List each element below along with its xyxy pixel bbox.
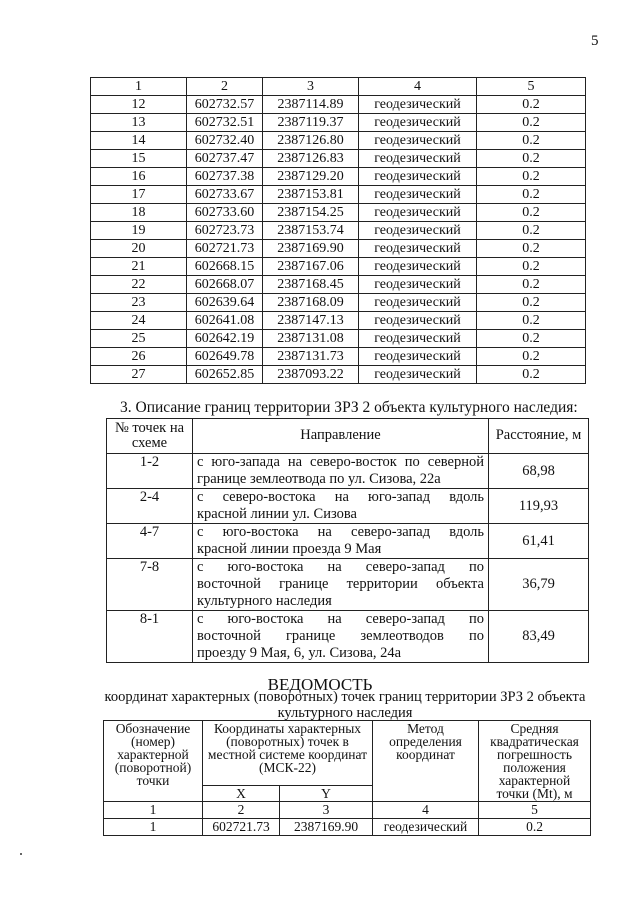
method: геодезический — [359, 276, 477, 294]
table-row — [91, 96, 586, 114]
segment-points: 1-2 — [107, 454, 193, 489]
table-row — [91, 222, 586, 240]
coord-y: 2387093.22 — [263, 366, 359, 384]
method: геодезический — [359, 294, 477, 312]
table-row — [91, 276, 586, 294]
segment-distance: 68,98 — [489, 454, 589, 489]
header-method: Метод определения координат — [373, 721, 479, 802]
table-row — [91, 366, 586, 384]
table-row — [91, 204, 586, 222]
point-number: 12 — [91, 96, 187, 114]
table-row — [107, 611, 589, 663]
table-row — [107, 559, 589, 611]
coord-y: 2387114.89 — [263, 96, 359, 114]
direction-line: восточной границе землеотводов по — [197, 628, 484, 644]
column-number: 3 — [263, 78, 359, 96]
header-y: Y — [280, 786, 373, 802]
method: геодезический — [359, 186, 477, 204]
boundary-description-table — [106, 418, 589, 663]
table-row — [91, 312, 586, 330]
accuracy: 0.2 — [477, 204, 586, 222]
column-number: 5 — [477, 78, 586, 96]
accuracy: 0.2 — [479, 819, 591, 836]
direction-line: с северо-востока на юго-запад вдоль — [197, 489, 484, 505]
direction-line: с юго-востока на северо-запад вдоль — [197, 524, 484, 540]
header-points: № точек на схеме — [107, 419, 193, 454]
accuracy: 0.2 — [477, 114, 586, 132]
coord-x: 602639.64 — [187, 294, 263, 312]
section-title: 3. Описание границ территории ЗРЗ 2 объекта культурного наследия: — [120, 399, 578, 416]
coord-y: 2387126.80 — [263, 132, 359, 150]
column-number: 1 — [104, 802, 203, 819]
direction-line: с юго-востока на северо-запад по — [197, 559, 484, 575]
accuracy: 0.2 — [477, 96, 586, 114]
method: геодезический — [359, 348, 477, 366]
header-coordinates: Координаты характерных (поворотных) точек в местной системе координат (МСК-22) — [203, 721, 373, 786]
coord-y: 2387169.90 — [263, 240, 359, 258]
point-number: 27 — [91, 366, 187, 384]
coord-y: 2387168.09 — [263, 294, 359, 312]
accuracy: 0.2 — [477, 240, 586, 258]
point-number: 13 — [91, 114, 187, 132]
segment-points: 7-8 — [107, 559, 193, 611]
segment-direction — [193, 454, 489, 489]
method: геодезический — [359, 330, 477, 348]
accuracy: 0.2 — [477, 348, 586, 366]
coord-y: 2387129.20 — [263, 168, 359, 186]
column-number: 4 — [359, 78, 477, 96]
vedomost-subtitle: координат характерных (поворотных) точек границ территории ЗРЗ 2 объекта культурного наследия — [104, 689, 586, 721]
table-row — [91, 168, 586, 186]
table-row — [91, 258, 586, 276]
header-direction: Направление — [193, 419, 489, 454]
table-row — [104, 819, 591, 836]
table-header-row — [107, 419, 589, 454]
table-header-row — [104, 721, 591, 786]
segment-direction — [193, 524, 489, 559]
direction-line: проезду 9 Мая, 6, ул. Сизова, 24а — [197, 645, 402, 661]
direction-line: культурного наследия — [197, 593, 332, 609]
column-number: 4 — [373, 802, 479, 819]
coord-y: 2387167.06 — [263, 258, 359, 276]
point-number: 15 — [91, 150, 187, 168]
table-row — [91, 132, 586, 150]
accuracy: 0.2 — [477, 276, 586, 294]
header-designation: Обозначение (номер) характерной (поворотной) точки — [104, 721, 203, 802]
direction-line: восточной границе территории объекта — [197, 576, 484, 592]
boundary-description-body — [107, 419, 589, 663]
segment-direction — [193, 489, 489, 524]
method: геодезический — [359, 114, 477, 132]
method: геодезический — [359, 204, 477, 222]
method: геодезический — [359, 132, 477, 150]
coord-x: 602668.15 — [187, 258, 263, 276]
coord-x: 602721.73 — [203, 819, 280, 836]
accuracy: 0.2 — [477, 168, 586, 186]
segment-distance: 36,79 — [489, 559, 589, 611]
coord-x: 602668.07 — [187, 276, 263, 294]
table-row — [91, 294, 586, 312]
coord-x: 602732.51 — [187, 114, 263, 132]
method: геодезический — [359, 366, 477, 384]
segment-distance: 119,93 — [489, 489, 589, 524]
direction-line: границе землеотвода по ул. Сизова, 22а — [197, 471, 441, 487]
table-row — [91, 330, 586, 348]
method: геодезический — [359, 240, 477, 258]
segment-points: 2-4 — [107, 489, 193, 524]
method: геодезический — [359, 96, 477, 114]
direction-line: красной линии проезда 9 Мая — [197, 541, 382, 557]
table-row — [91, 186, 586, 204]
method: геодезический — [359, 312, 477, 330]
point-number: 26 — [91, 348, 187, 366]
coord-x: 602652.85 — [187, 366, 263, 384]
point-number: 17 — [91, 186, 187, 204]
coord-x: 602733.60 — [187, 204, 263, 222]
scan-speck — [20, 853, 22, 855]
coord-x: 602732.40 — [187, 132, 263, 150]
coord-x: 602733.67 — [187, 186, 263, 204]
point-number: 20 — [91, 240, 187, 258]
coord-x: 602737.47 — [187, 150, 263, 168]
column-number: 5 — [479, 802, 591, 819]
method: геодезический — [373, 819, 479, 836]
coord-y: 2387119.37 — [263, 114, 359, 132]
coord-y: 2387147.13 — [263, 312, 359, 330]
point-number: 25 — [91, 330, 187, 348]
segment-points: 8-1 — [107, 611, 193, 663]
coord-x: 602732.57 — [187, 96, 263, 114]
segment-direction — [193, 611, 489, 663]
segment-distance: 83,49 — [489, 611, 589, 663]
table-header-row — [91, 78, 586, 96]
table-row — [107, 489, 589, 524]
direction-line: с юго-запада на северо-восток по северной — [197, 454, 484, 470]
coord-y: 2387126.83 — [263, 150, 359, 168]
point-number: 18 — [91, 204, 187, 222]
coordinates-table-body — [91, 78, 586, 384]
table-row — [91, 240, 586, 258]
coord-y: 2387154.25 — [263, 204, 359, 222]
accuracy: 0.2 — [477, 150, 586, 168]
point-number: 19 — [91, 222, 187, 240]
coord-x: 602641.08 — [187, 312, 263, 330]
accuracy: 0.2 — [477, 258, 586, 276]
page-number: 5 — [591, 33, 599, 49]
accuracy: 0.2 — [477, 186, 586, 204]
segment-points: 4-7 — [107, 524, 193, 559]
table-row — [107, 454, 589, 489]
coordinates-table — [90, 77, 586, 384]
coord-x: 602737.38 — [187, 168, 263, 186]
coord-x: 602649.78 — [187, 348, 263, 366]
accuracy: 0.2 — [477, 366, 586, 384]
coord-x: 602642.19 — [187, 330, 263, 348]
accuracy: 0.2 — [477, 330, 586, 348]
vedomost-table — [103, 720, 591, 836]
table-row — [91, 348, 586, 366]
header-accuracy: Средняя квадратическая погрешность положения характерной точки (Mt), м — [479, 721, 591, 802]
column-number: 3 — [280, 802, 373, 819]
segment-direction — [193, 559, 489, 611]
point-number: 1 — [104, 819, 203, 836]
coord-y: 2387153.74 — [263, 222, 359, 240]
point-number: 16 — [91, 168, 187, 186]
method: геодезический — [359, 168, 477, 186]
direction-line: красной линии ул. Сизова — [197, 506, 357, 522]
point-number: 21 — [91, 258, 187, 276]
point-number: 14 — [91, 132, 187, 150]
vedomost-title: ВЕДОМОСТЬ — [267, 675, 373, 694]
table-row — [107, 524, 589, 559]
coord-y: 2387131.73 — [263, 348, 359, 366]
point-number: 23 — [91, 294, 187, 312]
coord-y: 2387168.45 — [263, 276, 359, 294]
table-row — [91, 114, 586, 132]
accuracy: 0.2 — [477, 312, 586, 330]
accuracy: 0.2 — [477, 222, 586, 240]
table-row — [91, 150, 586, 168]
coord-y: 2387131.08 — [263, 330, 359, 348]
coord-y: 2387169.90 — [280, 819, 373, 836]
accuracy: 0.2 — [477, 294, 586, 312]
coord-x: 602723.73 — [187, 222, 263, 240]
coord-x: 602721.73 — [187, 240, 263, 258]
coord-y: 2387153.81 — [263, 186, 359, 204]
column-number: 2 — [187, 78, 263, 96]
direction-line: с юго-востока на северо-запад по — [197, 611, 484, 627]
header-x: X — [203, 786, 280, 802]
header-distance: Расстояние, м — [489, 419, 589, 454]
column-number: 2 — [203, 802, 280, 819]
vedomost-table-body — [104, 721, 591, 836]
point-number: 24 — [91, 312, 187, 330]
table-index-row — [104, 802, 591, 819]
accuracy: 0.2 — [477, 132, 586, 150]
method: геодезический — [359, 222, 477, 240]
point-number: 22 — [91, 276, 187, 294]
method: геодезический — [359, 150, 477, 168]
segment-distance: 61,41 — [489, 524, 589, 559]
method: геодезический — [359, 258, 477, 276]
column-number: 1 — [91, 78, 187, 96]
